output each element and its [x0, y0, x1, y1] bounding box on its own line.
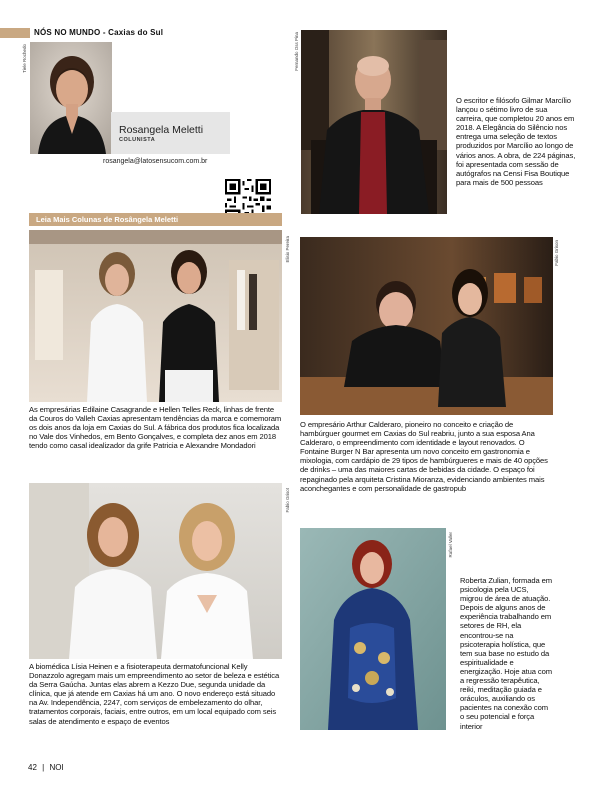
magazine-name: NOI	[49, 763, 64, 772]
gilmar-photo	[301, 30, 447, 214]
kezzo-caption: A biomédica Lísia Heinen e a fisioterapeuta dermatofuncional Kelly Donazzolo agregam mais um empreendimento ao setor de beleza e estética da Serra Gaúcha. Juntas elas abrem a Kezzo Due, segunda unidade da clínica, que já atende em Caxias há um ano. O novo endereço está situado na Av. Independência, 2247, com serviços de embelezamento do olhar, tratamentos corporais, faciais, entre outros, em um local equipado com seis salas de atendimento e espaço de eventos	[29, 662, 280, 726]
section-separator: -	[100, 28, 109, 37]
section-city: Caxias do Sul	[108, 28, 164, 37]
couros-photo-credit: Elisio Pereira	[285, 236, 290, 263]
roberta-photo-credit: Rafael Valler	[448, 532, 453, 558]
roberta-caption: Roberta Zulian, formada em psicologia pela UCS, migrou de área de atuação. Depois de alguns anos de experiência trabalhando em setores de RH, ela encontrou-se na psicoterapia holística, que tem sua base no estudo da espiritualidade e energização. Hoje atua com a regressão terapêutica, reiki, meditação guiada e oráculos, auxiliando os pacientes na conexão com o seu potencial e força interior	[460, 576, 552, 731]
columnist-name-box	[111, 112, 230, 154]
folio-divider: |	[42, 763, 45, 772]
gilmar-caption: O escritor e filósofo Gilmar Marcílio lançou o sétimo livro de sua carreira, que completou 20 anos em 2018. A Elegância do Silêncio nos entrega uma seleção de textos produzidos por Marcílio ao longo de vários anos. A obra, de 224 páginas, foi apresentada com sessão de autógrafos na Censi Fisa Boutique para mais de 500 pessoas	[456, 96, 576, 187]
columnist-name: Rosangela Meletti	[119, 124, 204, 136]
more-columns-label: Leia Mais Colunas de Rosângela Meletti	[36, 215, 179, 224]
kezzo-photo-credit: Fabio Grisot	[285, 488, 290, 513]
columnist-role: COLUNISTA	[119, 137, 156, 143]
more-columns-link[interactable]	[29, 213, 282, 226]
fontaine-photo-credit: Fabio Grison	[554, 240, 559, 266]
page-folio	[28, 763, 64, 772]
section-accent-bar	[0, 28, 30, 38]
fontaine-photo	[300, 237, 553, 415]
columnist-email-link[interactable]: rosangela@latosensucom.com.br	[103, 158, 208, 165]
section-name: NÓS NO MUNDO	[34, 28, 101, 37]
roberta-photo	[300, 528, 446, 730]
page-number: 42	[28, 763, 37, 772]
couros-photo	[29, 230, 282, 402]
couros-caption: As empresárias Edilaine Casagrande e Hellen Telles Reck, linhas de frente da Couros do Valleh Caxias apresentam tendências da marca e comemoram os dois anos da loja em Caxias do Sul. A fábrica dos produtos fica localizada no Vale dos Vinhedos, em Bento Gonçalves, e completa dez anos em 2018 tendo como casal idealizador da grife Patricia e Alexandre Mondadori	[29, 405, 282, 451]
section-title	[34, 28, 163, 37]
kezzo-photo	[29, 483, 282, 659]
gilmar-photo-credit: Fernando Oss Pina	[294, 32, 299, 71]
columnist-photo-credit: Tiele Rochedo	[22, 44, 27, 73]
fontaine-caption: O empresário Arthur Calderaro, pioneiro no conceito e criação de hambúrguer gourmet em Caxias do Sul reabriu, junto a sua esposa Ana Calderaro, o empreendimento com identidade e layout renovados. O Fontaine Burger N Bar apresenta um novo conceito em gastronomia e mixologia, com cardápio de 29 tipos de hambúrgueres e mais de 40 opções de drinks – uma das maiores cartas de bebidas da cidade. O espaço foi repaginado pela arquiteta Cristina Mioranza, evidenciando ambientes mais aconchegantes e com personalidade de gastropub	[300, 420, 548, 493]
columnist-photo	[30, 42, 112, 154]
